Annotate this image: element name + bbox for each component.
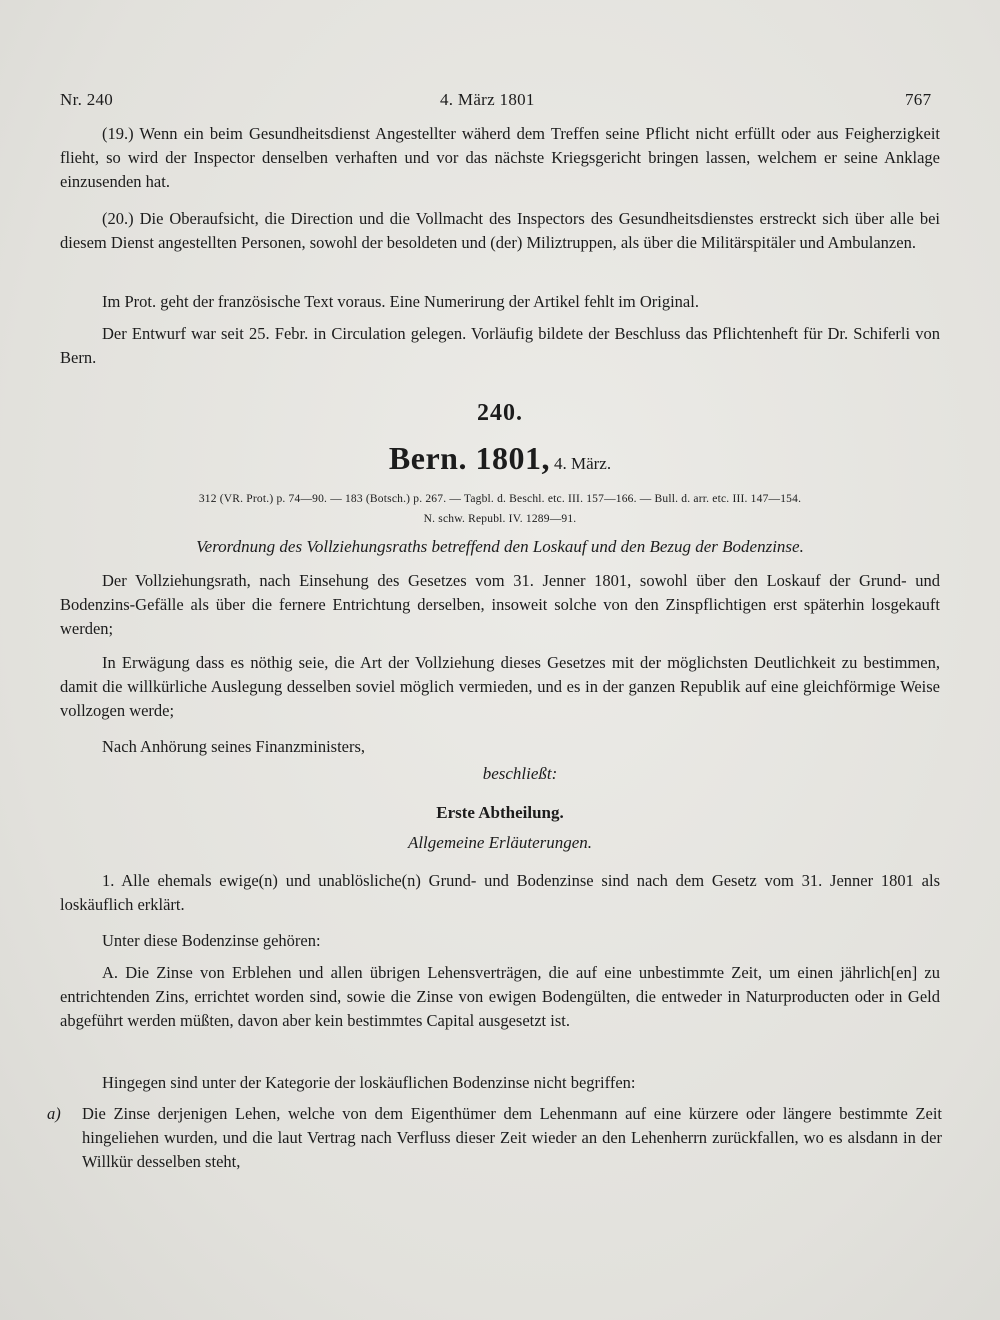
preamble-paragraph-2: In Erwägung dass es nöthig seie, die Art der Vollziehung dieses Gesetzes mit der möglichsten Deutlichkeit zu bestimmen, damit die willkürliche Auslegung desselben soviel möglich vermieden, und es in der ganzen Republik auf eine gleichförmige Weise vollzogen werde; [60,653,940,720]
page-number: 767 [905,90,932,109]
entry-place-date [0,440,1000,477]
running-header-date: 4. März 1801 [440,90,535,109]
source-references-2: N. schw. Republ. IV. 1289—91. [423,513,577,525]
running-header-number: Nr. 240 [60,90,114,109]
entry-number: 240. [477,400,523,426]
entry-place-year: Bern. 1801, [388,440,550,476]
ordinance-title: Verordnung des Vollziehungsraths betreffend den Loskauf und den Bezug der Bodenzinse. [196,537,804,556]
article-1: 1. Alle ehemals ewige(n) und unablösliche(n) Grund- und Bodenzinse sind nach dem Gesetz vom 31. Jenner 1801 als loskäuflich erklärt. [60,871,940,914]
source-references-1: 312 (VR. Prot.) p. 74—90. — 183 (Botsch.) p. 267. — Tagbl. d. Beschl. etc. III. 157—166. — Bull. d. arr. etc. III. 147—154. [198,493,802,505]
editorial-note-1: Im Prot. geht der französische Text voraus. Eine Numerirung der Artikel fehlt im Original. [102,292,699,311]
paragraph-20: (20.) Die Oberaufsicht, die Direction und die Vollmacht des Inspectors des Gesundheitsdienstes erstreckt sich über alle bei diesem Dienst angestellten Personen, sowohl der besoldeten und (der) Miliztruppen, als über die Militärspitäler und Ambulanzen. [60,209,940,252]
preamble-paragraph-1: Der Vollziehungsrath, nach Einsehung des Gesetzes vom 31. Jenner 1801, sowohl über den Loskauf der Grund- und Bodenzins-Gefälle als über die fernere Entrichtung derselben, insoweit solche von den Zinspflichtigen erst späterhin losgekauft werden; [60,571,940,638]
editorial-note-2: Der Entwurf war seit 25. Febr. in Circulation gelegen. Vorläufig bildete der Beschluss das Pflichtenheft für Dr. Schiferli von Bern. [60,324,940,367]
exception-item-a [47,1102,942,1174]
exceptions-intro: Hingegen sind unter der Kategorie der loskäuflichen Bodenzinse nicht begriffen: [102,1073,636,1092]
entry-date: 4. März. [553,454,612,473]
item-marker: a) [47,1104,61,1123]
paragraph-19: (19.) Wenn ein beim Gesundheitsdienst Angestellter wäherd dem Treffen seine Pflicht nicht erfüllt oder aus Feigherzigkeit flieht, so wird der Inspector denselben verhaften und vor das nächste Kriegsgericht bringen lassen, welchem er seine Anklage einzusenden hat. [60,124,940,191]
article-1-intro: Unter diese Bodenzinse gehören: [102,931,321,950]
resolution-word: beschließt: [482,764,558,783]
preamble-paragraph-3: Nach Anhörung seines Finanzministers, [102,737,366,756]
section-subheading: Allgemeine Erläuterungen. [407,833,593,852]
article-1-a: A. Die Zinse von Erblehen und allen übrigen Lehensverträgen, die auf eine unbestimmte Zeit, um einen jährlich[en] zu entrichtenden Zins, errichtet worden sind, sowie die Zinse von ewigen Bodengülten, die entweder in Naturproducten oder in Geld abgeführt werden müßten, davon aber kein bestimmtes Capital ausgesetzt ist. [60,963,940,1030]
exception-item-a-text: Die Zinse derjenigen Lehen, welche von dem Eigenthümer dem Lehenmann auf eine kürzere oder längere bestimmte Zeit hingeliehen wurden, und die laut Vertrag nach Verfluss dieser Zeit wieder an den Lehenherrn zurückfallen, wo es alsdann in der Willkür desselben steht, [82,1104,942,1171]
section-heading: Erste Abtheilung. [436,803,564,822]
